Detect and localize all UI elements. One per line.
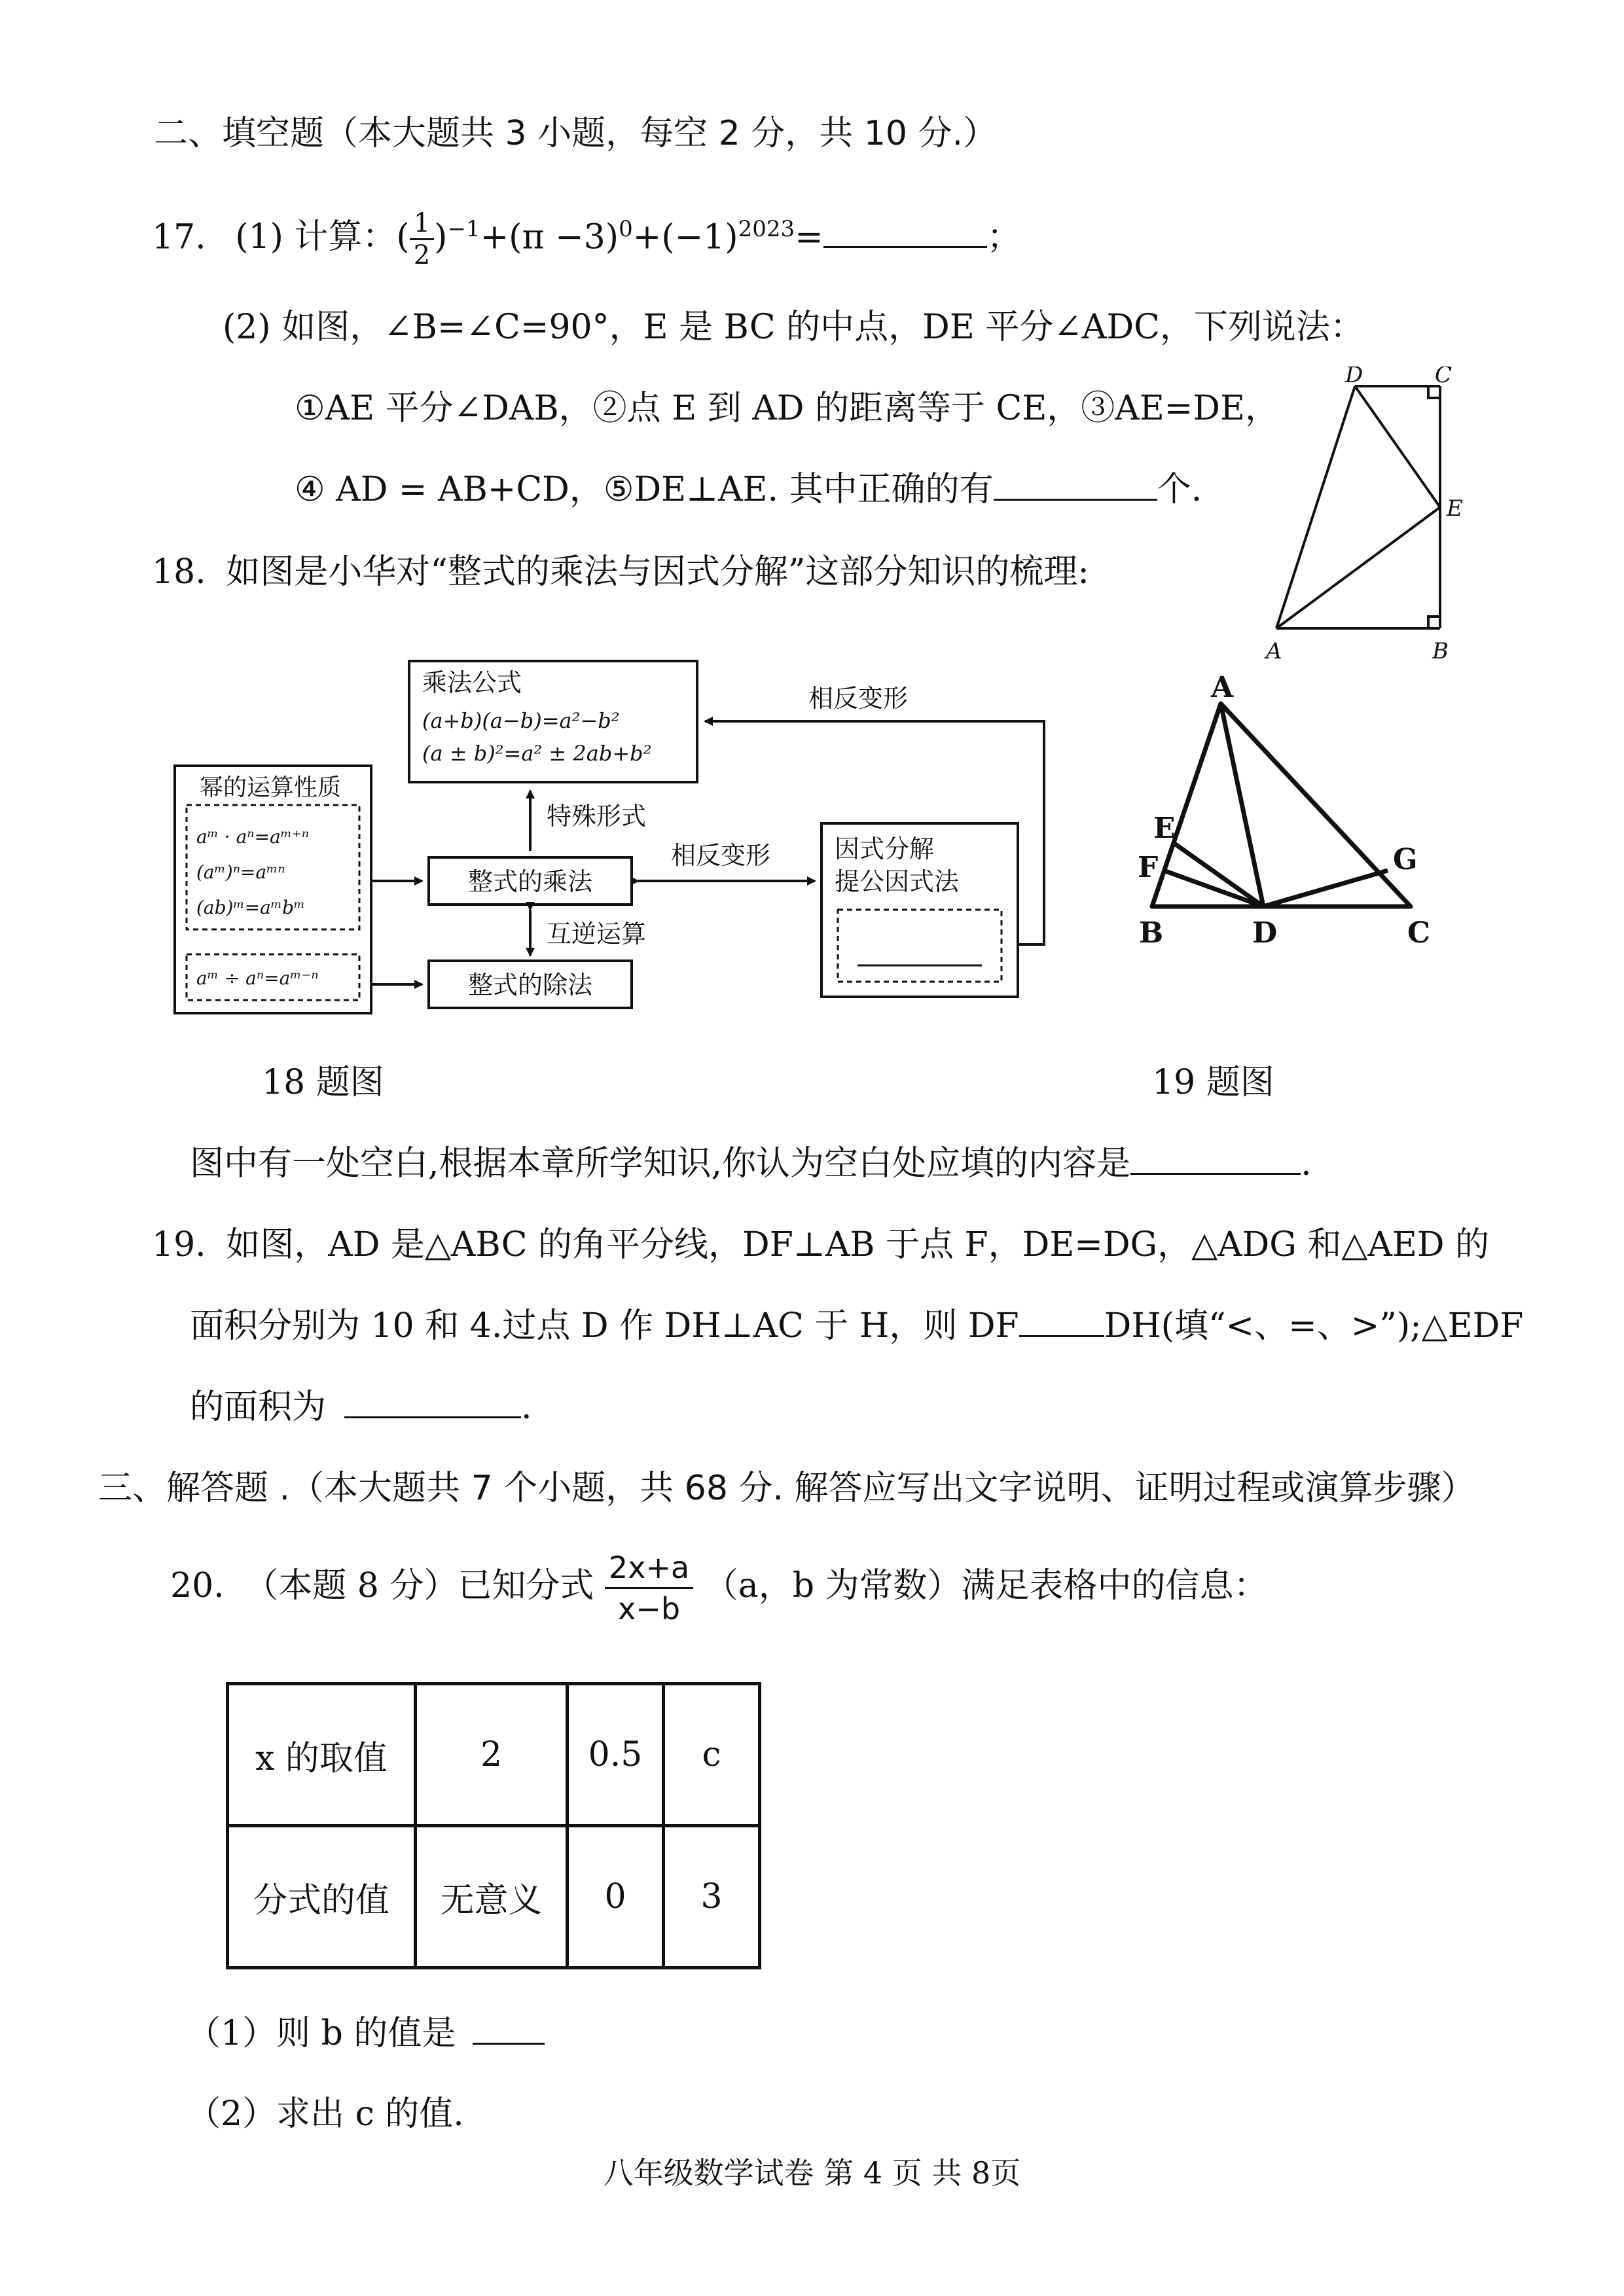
- factor-blank-inner-box: [838, 910, 1001, 982]
- q18-blank-prompt: 图中有一处空白,根据本章所学知识,你认为空白处应填的内容是: [190, 1144, 1131, 1183]
- table-row: [228, 1684, 760, 1826]
- label-F: F: [1138, 851, 1159, 884]
- question-number: 20.: [170, 1566, 225, 1605]
- segment-DG: [1263, 870, 1388, 906]
- factor-box-line1: 因式分解: [835, 834, 935, 863]
- reverse-transform-label-1: 相反变形: [671, 841, 771, 870]
- q17-part2-line1: (2) 如图，∠B=∠C=90°，E 是 BC 的中点，DE 平分∠ADC，下列说法：: [223, 308, 1364, 347]
- q17-statement-4-5: ④ AD = AB+CD，⑤DE⊥AE. 其中正确的有: [295, 470, 994, 509]
- q20-fraction: [605, 1548, 693, 1628]
- question-number: 18.: [152, 552, 206, 592]
- q20-sub1: [187, 2013, 545, 2054]
- table-cell: 2: [416, 1684, 568, 1826]
- q19-figure: [1126, 661, 1492, 969]
- table-cell: 分式的值: [228, 1826, 416, 1968]
- half-fraction: [410, 208, 434, 270]
- segment-AD: [1221, 704, 1263, 906]
- exponent-zero: 0: [619, 216, 633, 242]
- q19-line2-tail: DH(填“<、=、>”);△EDF: [1104, 1306, 1524, 1346]
- inverse-op-label: 互逆运算: [547, 920, 647, 948]
- q17-part2-line3: [295, 469, 1202, 511]
- q19-line3: [190, 1386, 532, 1428]
- table-cell: 无意义: [416, 1826, 568, 1968]
- q17-unit: 个.: [1157, 470, 1202, 509]
- q20-info-table: [226, 1682, 761, 1969]
- fraction-numerator: 1: [410, 208, 434, 240]
- label-C: C: [1435, 367, 1453, 388]
- q17-part1-label: (1) 计算：(: [235, 217, 410, 257]
- power-box-title: 幂的运算性质: [200, 774, 342, 801]
- q19-period: .: [521, 1388, 532, 1427]
- answer-blank-17-2[interactable]: [994, 470, 1157, 501]
- question-number: 19.: [152, 1225, 206, 1265]
- label-E: E: [1447, 495, 1463, 522]
- label-E: E: [1153, 812, 1176, 845]
- q17-figure: [1263, 367, 1479, 668]
- q18-knowledge-diagram: [167, 648, 1070, 1041]
- section-3-title: 三、解答题 .（本大题共 7 个小题，共 68 分. 解答应写出文字说明、证明过程或演算步骤）: [98, 1469, 1475, 1508]
- q17-pi-term: +(π −3): [480, 217, 619, 257]
- table-cell: 3: [664, 1826, 760, 1968]
- q20-sub1-text: （1）则 b 的值是: [187, 2014, 456, 2053]
- divide-box-label: 整式的除法: [467, 971, 593, 999]
- special-form-label: 特殊形式: [547, 802, 647, 831]
- q18-blank-line: [190, 1143, 1312, 1185]
- formula-difference-of-squares: (a+b)(a−b)=a²−b²: [422, 708, 620, 733]
- label-B: B: [1432, 638, 1449, 664]
- fraction-numerator: 2x+a: [605, 1548, 693, 1589]
- reverse-transform-label-2: 相反变形: [808, 684, 909, 713]
- power-rule-4: aᵐ ÷ aⁿ=aᵐ⁻ⁿ: [196, 967, 319, 989]
- exponent-minus-one: −1: [447, 216, 480, 242]
- fraction-denominator: 2: [413, 240, 431, 271]
- segment-DF: [1164, 870, 1263, 906]
- q17-paren: ): [434, 217, 448, 257]
- table-row: [228, 1826, 760, 1968]
- label-A: A: [1266, 638, 1282, 664]
- fraction-denominator: x−b: [618, 1591, 681, 1626]
- answer-blank-19-2[interactable]: [344, 1388, 521, 1418]
- factor-box-line2: 提公因式法: [835, 867, 960, 896]
- q17-semicolon: ；: [986, 217, 1021, 257]
- question-19: [152, 1224, 1489, 1266]
- section-2-title: 二、填空题（本大题共 3 小题，每空 2 分，共 10 分.）: [154, 114, 998, 153]
- q19-area-prompt: 的面积为: [190, 1388, 327, 1427]
- table-cell: x 的取值: [228, 1684, 416, 1826]
- right-angle-mark-B: [1428, 617, 1440, 628]
- question-20: [170, 1548, 1268, 1628]
- formula-perfect-square: (a ± b)²=a² ± 2ab+b²: [422, 741, 652, 766]
- answer-blank-20-1[interactable]: [473, 2014, 545, 2045]
- q19-line1: 如图，AD 是△ABC 的角平分线，DF⊥AB 于点 F，DE=DG，△ADG 和△AED 的: [226, 1225, 1490, 1265]
- page-footer: 八年级数学试卷 第 4 页 共 8页: [603, 2155, 1021, 2191]
- exponent-2023: 2023: [738, 216, 795, 242]
- answer-blank-18[interactable]: [1130, 1144, 1301, 1175]
- q17-equals: =: [795, 217, 823, 257]
- segment-AE: [1276, 507, 1440, 628]
- segment-AD: [1276, 386, 1355, 628]
- multiply-box-label: 整式的乘法: [467, 867, 593, 896]
- table-cell: 0.5: [568, 1684, 664, 1826]
- arrow-factor-to-formula: [705, 721, 1044, 944]
- table-cell: 0: [568, 1826, 664, 1968]
- q19-line2: [190, 1305, 1523, 1347]
- answer-blank-17-1[interactable]: [823, 217, 987, 248]
- label-A: A: [1211, 671, 1234, 704]
- q17-neg-one: +(−1): [632, 217, 738, 257]
- label-D: D: [1252, 916, 1278, 950]
- question-number: 17.: [152, 217, 206, 257]
- q20-intro: （本题 8 分）已知分式: [244, 1566, 594, 1605]
- label-C: C: [1407, 916, 1431, 950]
- q17-part2-line2: ①AE 平分∠DAB，②点 E 到 AD 的距离等于 CE，③AE=DE，: [295, 389, 1280, 428]
- q20-sub2: （2）求出 c 的值.: [187, 2094, 464, 2134]
- answer-blank-19-1[interactable]: [1019, 1306, 1104, 1337]
- table-cell: c: [664, 1684, 760, 1826]
- power-rule-1: aᵐ · aⁿ=aᵐ⁺ⁿ: [196, 826, 310, 848]
- formula-box-title: 乘法公式: [422, 668, 522, 697]
- question-18: [152, 551, 1089, 593]
- q18-text: 如图是小华对“整式的乘法与因式分解”这部分知识的梳理:: [226, 552, 1089, 592]
- label-G: G: [1393, 843, 1418, 876]
- q19-line2-text: 面积分别为 10 和 4.过点 D 作 DH⊥AC 于 H，则 DF: [190, 1306, 1019, 1346]
- label-D: D: [1345, 367, 1363, 388]
- q18-period: .: [1301, 1144, 1312, 1183]
- question-17: [152, 208, 1021, 270]
- q20-condition: （a，b 为常数）满足表格中的信息：: [704, 1566, 1268, 1605]
- figure-19-caption: 19 题图: [1152, 1063, 1274, 1102]
- label-B: B: [1139, 916, 1164, 950]
- segment-DE: [1355, 386, 1440, 507]
- power-rule-3: (ab)ᵐ=aᵐbᵐ: [196, 897, 306, 918]
- figure-18-caption: 18 题图: [262, 1063, 384, 1102]
- power-rule-2: (aᵐ)ⁿ=aᵐⁿ: [196, 861, 285, 883]
